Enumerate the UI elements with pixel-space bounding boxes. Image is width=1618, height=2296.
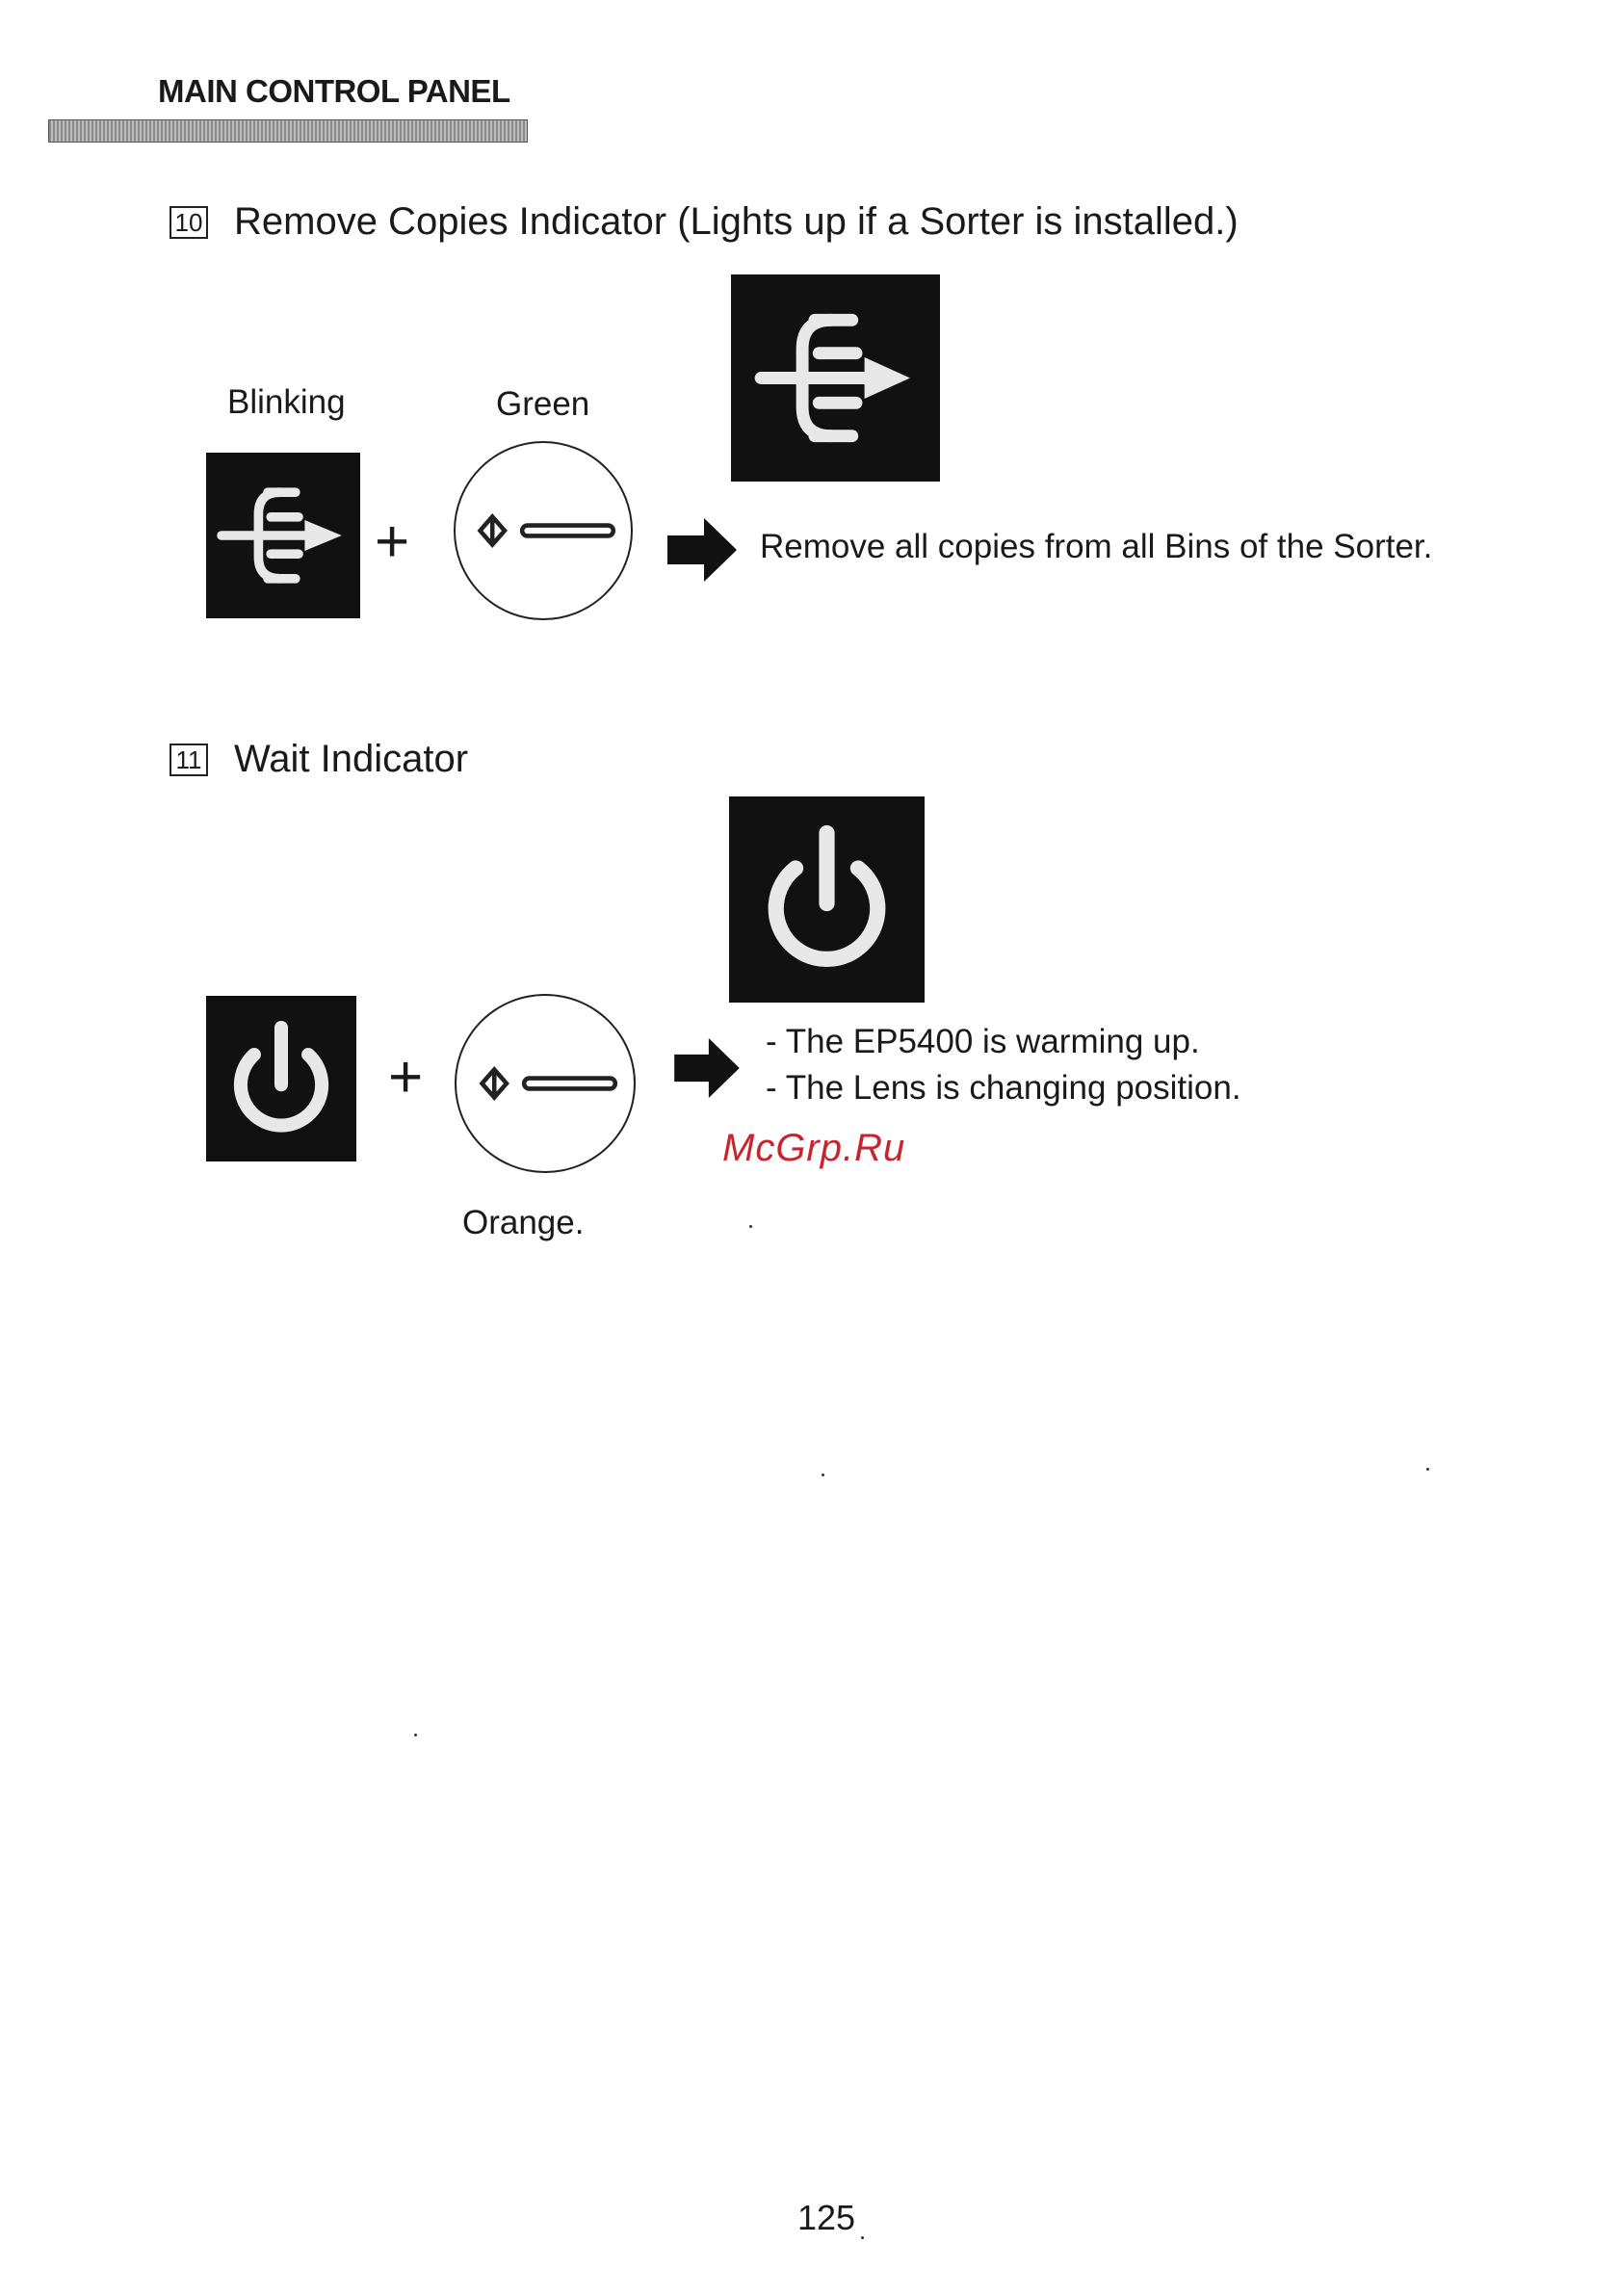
scan-dot xyxy=(861,2236,864,2239)
start-button-indicator-orange xyxy=(455,994,636,1173)
section-10-number: 10 xyxy=(170,206,208,239)
remove-copies-icon xyxy=(731,274,940,482)
remove-copies-icon-small xyxy=(206,453,360,618)
scan-dot xyxy=(414,1734,417,1736)
start-button-indicator-green xyxy=(454,441,633,620)
section-10-number-box xyxy=(170,206,208,239)
section-11-result-line-1: - The EP5400 is warming up. xyxy=(766,1023,1200,1060)
scan-dot xyxy=(1426,1468,1429,1471)
header-underline-bar xyxy=(48,119,528,143)
label-orange: Orange. xyxy=(462,1204,585,1241)
label-blinking: Blinking xyxy=(227,383,346,421)
scan-dot xyxy=(749,1225,752,1228)
section-10-result-text: Remove all copies from all Bins of the Sorter. xyxy=(760,528,1433,565)
result-arrow-icon-2 xyxy=(672,1038,742,1098)
power-icon-small xyxy=(206,996,356,1161)
section-11-result-line-2: - The Lens is changing position. xyxy=(766,1069,1241,1107)
section-10-title: Remove Copies Indicator (Lights up if a Sorter is installed.) xyxy=(234,200,1239,243)
section-header-title: MAIN CONTROL PANEL xyxy=(158,73,510,109)
result-arrow-icon xyxy=(667,518,737,582)
plus-sign-10: + xyxy=(375,509,410,575)
power-icon xyxy=(729,796,925,1003)
section-11-number: 11 xyxy=(170,744,208,776)
section-11-number-box xyxy=(170,744,208,776)
label-green: Green xyxy=(496,385,590,423)
section-11-title: Wait Indicator xyxy=(234,738,469,780)
scan-dot xyxy=(822,1474,824,1476)
plus-sign-11: + xyxy=(388,1044,424,1110)
watermark-text: McGrp.Ru xyxy=(722,1127,906,1169)
page-number: 125 xyxy=(797,2198,856,2237)
